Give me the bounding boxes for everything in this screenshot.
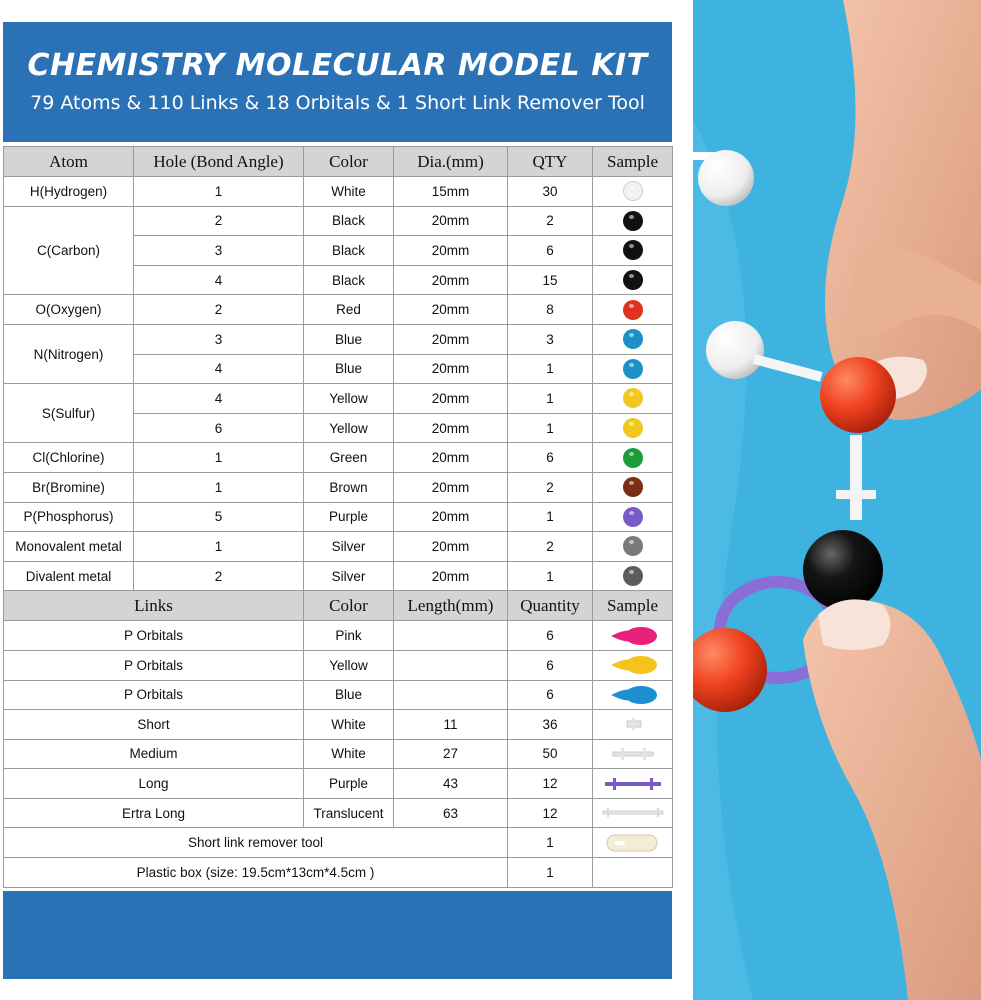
link-name: Medium [4,739,304,769]
link-row [4,680,673,710]
atom-sample-ball-icon [623,181,643,201]
atom-hole: 1 [134,472,304,502]
col-header-link-color: Color [304,591,394,621]
atom-color: Yellow [304,413,394,443]
link-row [4,650,673,680]
atoms-header-row [4,147,673,177]
link-sample [593,680,673,710]
atom-sample [593,502,673,532]
link-sample-medium-icon [601,743,665,765]
link-sample [593,798,673,828]
atom-hole: 3 [134,324,304,354]
link-length: 27 [394,739,508,769]
atom-sample-ball-icon [623,477,643,497]
atom-sample [593,295,673,325]
atom-hole: 4 [134,265,304,295]
atom-qty: 1 [508,384,593,414]
atom-diameter: 20mm [394,295,508,325]
link-length [394,680,508,710]
col-header-qty: QTY [508,147,593,177]
atom-sample-ball-icon [623,359,643,379]
atom-diameter: 20mm [394,265,508,295]
atom-row [4,502,673,532]
atom-sample [593,177,673,207]
link-name: P Orbitals [4,621,304,651]
col-header-atom: Atom [4,147,134,177]
page-title: CHEMISTRY MOLECULAR MODEL KIT [27,48,648,83]
atom-diameter: 20mm [394,384,508,414]
atom-sample-ball-icon [623,329,643,349]
link-length: 63 [394,798,508,828]
atom-sample [593,265,673,295]
link-row [4,621,673,651]
link-sample [593,650,673,680]
atom-name: P(Phosphorus) [4,502,134,532]
link-name: P Orbitals [4,650,304,680]
atom-sample-ball-icon [623,507,643,527]
atom-sample-ball-icon [623,536,643,556]
atom-row [4,561,673,591]
atom-color: Yellow [304,384,394,414]
link-sample-long-icon [601,773,665,795]
atom-color: Silver [304,561,394,591]
atom-row [4,532,673,562]
atom-qty: 8 [508,295,593,325]
link-qty: 12 [508,798,593,828]
atom-qty: 1 [508,561,593,591]
atom-row [4,384,673,414]
atom-name: Br(Bromine) [4,472,134,502]
extra-item-qty: 1 [508,828,593,858]
atom-name: H(Hydrogen) [4,177,134,207]
col-header-quantity: Quantity [508,591,593,621]
link-name: Ertra Long [4,798,304,828]
extra-item-row [4,858,673,888]
link-color: Yellow [304,650,394,680]
atom-qty: 6 [508,443,593,473]
atom-qty: 1 [508,354,593,384]
atom-name: Divalent metal [4,561,134,591]
atom-color: Black [304,236,394,266]
link-color: Blue [304,680,394,710]
atom-name: Monovalent metal [4,532,134,562]
link-sample-orbital-icon [601,625,665,647]
atom-color: Blue [304,354,394,384]
extra-item-name: Plastic box (size: 19.5cm*13cm*4.5cm ) [4,858,508,888]
atom-diameter: 20mm [394,472,508,502]
atom-diameter: 20mm [394,413,508,443]
atom-name: Cl(Chlorine) [4,443,134,473]
atom-color: Green [304,443,394,473]
atom-sample [593,443,673,473]
atom-row [4,295,673,325]
atom-sample [593,324,673,354]
link-sample-orbital-icon [601,684,665,706]
atom-color: Red [304,295,394,325]
link-sample-orbital-icon [601,654,665,676]
atom-sample [593,236,673,266]
extra-item-name: Short link remover tool [4,828,508,858]
link-length: 43 [394,769,508,799]
link-length: 11 [394,710,508,740]
link-sample [593,739,673,769]
link-qty: 50 [508,739,593,769]
atom-sample [593,472,673,502]
atom-hole: 5 [134,502,304,532]
atom-sample-ball-icon [623,300,643,320]
atom-sample [593,206,673,236]
atom-sample-ball-icon [623,388,643,408]
hand-holding-molecule-model-image [693,0,981,1000]
atom-name: O(Oxygen) [4,295,134,325]
link-sample [593,769,673,799]
atom-sample-ball-icon [623,448,643,468]
page-subtitle: 79 Atoms & 110 Links & 18 Orbitals & 1 Short Link Remover Tool [30,92,645,114]
link-sample-xlong-icon [601,802,665,824]
link-row [4,710,673,740]
atom-hole: 1 [134,532,304,562]
atom-hole: 1 [134,177,304,207]
link-length [394,650,508,680]
link-color: Purple [304,769,394,799]
atom-hole: 2 [134,561,304,591]
remover-tool-icon [601,832,665,854]
link-qty: 6 [508,621,593,651]
link-sample [593,621,673,651]
extra-item-sample [593,858,673,888]
atom-sample-ball-icon [623,270,643,290]
atom-qty: 6 [508,236,593,266]
atom-qty: 2 [508,532,593,562]
atom-sample-ball-icon [623,566,643,586]
kit-contents-table [3,146,673,888]
atom-qty: 15 [508,265,593,295]
link-qty: 12 [508,769,593,799]
atom-color: Purple [304,502,394,532]
col-header-diameter: Dia.(mm) [394,147,508,177]
atom-hole: 4 [134,354,304,384]
col-header-length: Length(mm) [394,591,508,621]
atom-sample [593,413,673,443]
atom-diameter: 20mm [394,206,508,236]
link-name: Short [4,710,304,740]
extra-item-row [4,828,673,858]
atom-hole: 6 [134,413,304,443]
atom-hole: 2 [134,206,304,236]
header-banner [3,22,672,142]
atom-diameter: 20mm [394,236,508,266]
col-header-links: Links [4,591,304,621]
atom-sample [593,354,673,384]
atom-qty: 3 [508,324,593,354]
link-row [4,739,673,769]
atom-qty: 2 [508,206,593,236]
link-qty: 6 [508,680,593,710]
atom-color: Black [304,206,394,236]
atom-diameter: 15mm [394,177,508,207]
atom-diameter: 20mm [394,532,508,562]
atom-sample-ball-icon [623,418,643,438]
link-qty: 6 [508,650,593,680]
atom-diameter: 20mm [394,443,508,473]
extra-item-qty: 1 [508,858,593,888]
col-header-link-sample: Sample [593,591,673,621]
atom-color: Silver [304,532,394,562]
atom-sample [593,561,673,591]
atom-diameter: 20mm [394,354,508,384]
atom-row [4,443,673,473]
atom-row [4,472,673,502]
atom-sample-ball-icon [623,240,643,260]
link-sample [593,710,673,740]
link-color: Pink [304,621,394,651]
atom-qty: 1 [508,502,593,532]
atom-sample [593,532,673,562]
extra-item-sample [593,828,673,858]
col-header-sample: Sample [593,147,673,177]
atom-diameter: 20mm [394,502,508,532]
link-name: Long [4,769,304,799]
link-sample-short-icon [601,713,665,735]
atom-color: Brown [304,472,394,502]
atom-sample-ball-icon [623,211,643,231]
product-photo [693,0,981,1000]
link-row [4,798,673,828]
atom-name: C(Carbon) [4,206,134,295]
atoms-table-body [4,177,673,591]
link-color: Translucent [304,798,394,828]
atom-row [4,177,673,207]
link-qty: 36 [508,710,593,740]
atom-qty: 2 [508,472,593,502]
link-length [394,621,508,651]
atom-color: Blue [304,324,394,354]
atom-hole: 1 [134,443,304,473]
atom-diameter: 20mm [394,561,508,591]
atom-qty: 1 [508,413,593,443]
atom-row [4,324,673,354]
footer-banner [3,891,672,979]
atom-qty: 30 [508,177,593,207]
atom-sample [593,384,673,414]
atom-color: Black [304,265,394,295]
atom-color: White [304,177,394,207]
link-row [4,769,673,799]
col-header-color: Color [304,147,394,177]
atom-name: N(Nitrogen) [4,324,134,383]
atom-hole: 4 [134,384,304,414]
col-header-hole: Hole (Bond Angle) [134,147,304,177]
atom-hole: 3 [134,236,304,266]
link-color: White [304,739,394,769]
links-header-row [4,591,673,621]
atom-name: S(Sulfur) [4,384,134,443]
atom-row [4,206,673,236]
atom-hole: 2 [134,295,304,325]
link-color: White [304,710,394,740]
link-name: P Orbitals [4,680,304,710]
atom-diameter: 20mm [394,324,508,354]
links-table-body [4,591,673,887]
